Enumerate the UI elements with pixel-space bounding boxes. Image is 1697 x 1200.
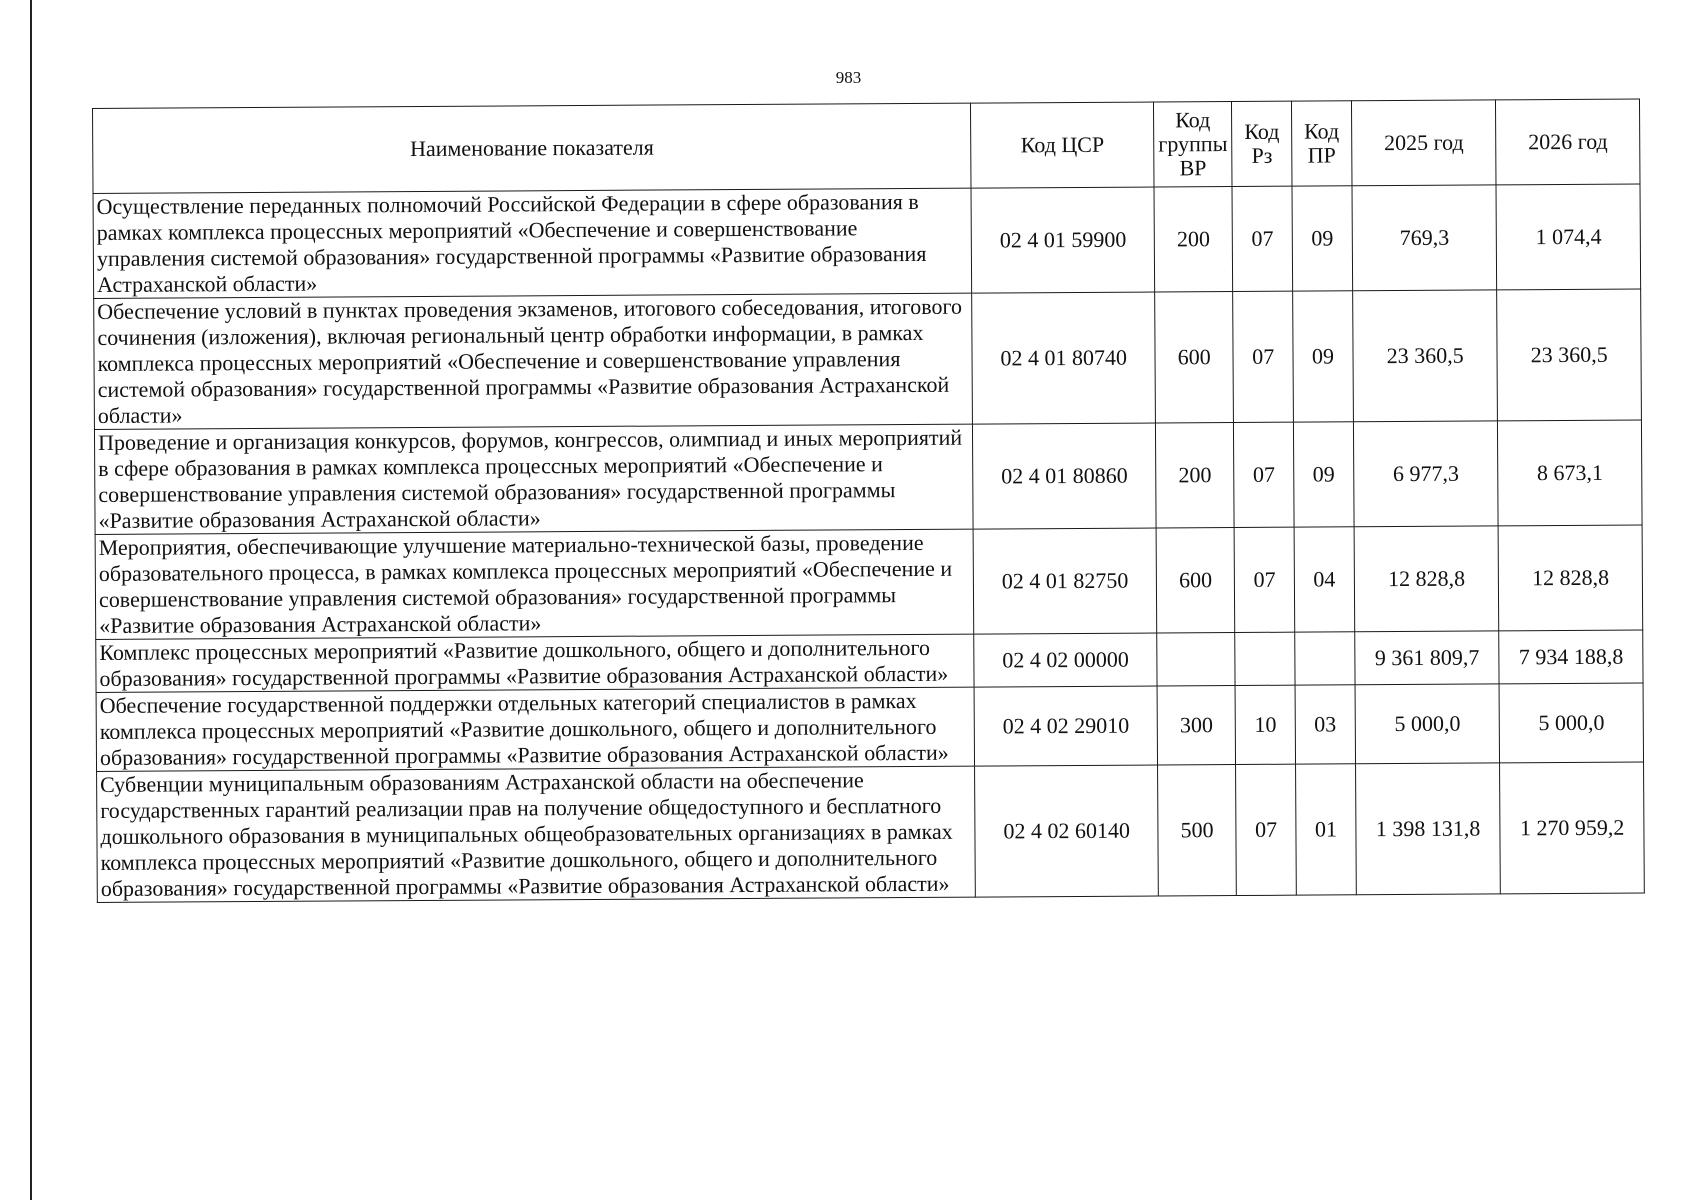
row-csr-code: 02 4 01 59900 [971, 187, 1154, 293]
table-row [95, 525, 1643, 639]
row-amount-2025: 769,3 [1352, 185, 1497, 291]
row-name: Субвенции муниципальным образованиям Астраханской области на обеспечение государственных гарантий реализации прав на получение общедоступного и бесплатного дошкольного образования в муниципальных общеобразовательных организациях в рамках комплекса процессных мероприятий «Развитие дошкольного, общего и дополнительного образования» государственной программы «Развитие образования Астраханской области» [97, 766, 976, 902]
budget-table-container [92, 99, 1645, 903]
page-number: 983 [835, 68, 862, 87]
table-row [93, 184, 1641, 298]
row-amount-2026: 12 828,8 [1499, 525, 1643, 631]
header-name: Наименование показателя [93, 103, 972, 193]
table-header-row [93, 99, 1640, 193]
row-pr-code: 04 [1294, 527, 1354, 632]
table-row [94, 420, 1642, 534]
row-name: Комплекс процессных мероприятий «Развитие дошкольного, общего и дополнительного образования» государственной программы «Развитие образования Астраханской области» [96, 634, 975, 692]
header-csr: Код ЦСР [971, 102, 1154, 188]
row-csr-code: 02 4 02 00000 [974, 633, 1157, 687]
row-rz-code: 07 [1232, 186, 1292, 291]
scan-margin-line [30, 0, 32, 1200]
row-vr-code [1157, 633, 1236, 686]
row-rz-code: 07 [1233, 291, 1294, 422]
row-amount-2026: 7 934 188,8 [1499, 630, 1643, 684]
row-pr-code: 09 [1294, 422, 1354, 527]
row-amount-2025: 6 977,3 [1353, 421, 1498, 527]
row-vr-code: 200 [1155, 423, 1234, 528]
row-amount-2025: 9 361 809,7 [1355, 631, 1500, 685]
row-amount-2025: 5 000,0 [1355, 684, 1500, 764]
row-amount-2026: 1 074,4 [1496, 184, 1640, 290]
row-pr-code: 03 [1295, 685, 1355, 764]
row-name: Осуществление переданных полномочий Российской Федерации в сфере образования в рамках комплекса процессных мероприятий «Обеспечение и совершенствование управления системой образования» государственной программы «Развитие образования Астраханской области» [93, 188, 972, 298]
row-name: Мероприятия, обеспечивающие улучшение материально-технической базы, проведение образовательного процесса, в рамках комплекса процессных мероприятий «Обеспечение и совершенствование управления системой образования» государственной программы «Развитие образования Астраханской области» [95, 529, 974, 639]
row-rz-code: 07 [1234, 527, 1294, 632]
row-amount-2025: 12 828,8 [1354, 526, 1499, 632]
table-row [96, 630, 1643, 692]
header-2026: 2026 год [1496, 99, 1640, 185]
header-2025: 2025 год [1351, 100, 1496, 186]
row-pr-code: 09 [1293, 291, 1354, 422]
row-csr-code: 02 4 01 80740 [972, 292, 1155, 424]
budget-table [92, 99, 1645, 903]
row-vr-code: 600 [1156, 528, 1235, 633]
table-row [94, 289, 1642, 429]
row-amount-2026: 23 360,5 [1497, 289, 1641, 421]
row-vr-code: 600 [1155, 292, 1234, 423]
row-csr-code: 02 4 01 82750 [973, 528, 1156, 634]
row-pr-code: 09 [1292, 186, 1352, 291]
row-rz-code: 10 [1235, 685, 1295, 764]
row-pr-code: 01 [1296, 764, 1357, 895]
row-pr-code [1295, 632, 1355, 685]
row-amount-2025: 1 398 131,8 [1355, 763, 1500, 895]
table-row [97, 762, 1645, 902]
row-csr-code: 02 4 02 60140 [975, 765, 1158, 897]
row-amount-2025: 23 360,5 [1352, 290, 1497, 422]
table-row [96, 683, 1643, 771]
header-pr: Код ПР [1292, 101, 1352, 186]
row-rz-code [1235, 632, 1295, 685]
row-amount-2026: 1 270 959,2 [1500, 762, 1644, 894]
row-csr-code: 02 4 02 29010 [974, 686, 1157, 766]
row-vr-code: 200 [1154, 187, 1233, 292]
row-name: Обеспечение условий в пунктах проведения экзаменов, итогового собеседования, итогового сочинения (изложения), включая региональный центр обработки информации, в рамках комплекса процессных мероприятий «Обеспечение и совершенствование управления системой образования» государственной программы «Развитие образования Астраханской области» [94, 293, 973, 429]
row-rz-code: 07 [1236, 764, 1297, 895]
row-vr-code: 500 [1158, 765, 1237, 896]
row-name: Проведение и организация конкурсов, форумов, конгрессов, олимпиад и иных мероприятий в сфере образования в рамках комплекса процессных мероприятий «Обеспечение и совершенствование управления системой образования» государственной программы «Развитие образования Астраханской области» [94, 424, 973, 534]
row-rz-code: 07 [1234, 422, 1294, 527]
header-rz: Код Рз [1232, 101, 1292, 186]
row-vr-code: 300 [1157, 686, 1236, 765]
row-name: Обеспечение государственной поддержки отдельных категорий специалистов в рамках комплекса процессных мероприятий «Развитие дошкольного, общего и дополнительного образования» государственной программы «Развитие образования Астраханской области» [96, 687, 975, 771]
row-csr-code: 02 4 01 80860 [973, 423, 1156, 529]
row-amount-2026: 8 673,1 [1498, 420, 1642, 526]
row-amount-2026: 5 000,0 [1499, 683, 1643, 763]
header-vr: Код группы ВР [1154, 102, 1233, 187]
